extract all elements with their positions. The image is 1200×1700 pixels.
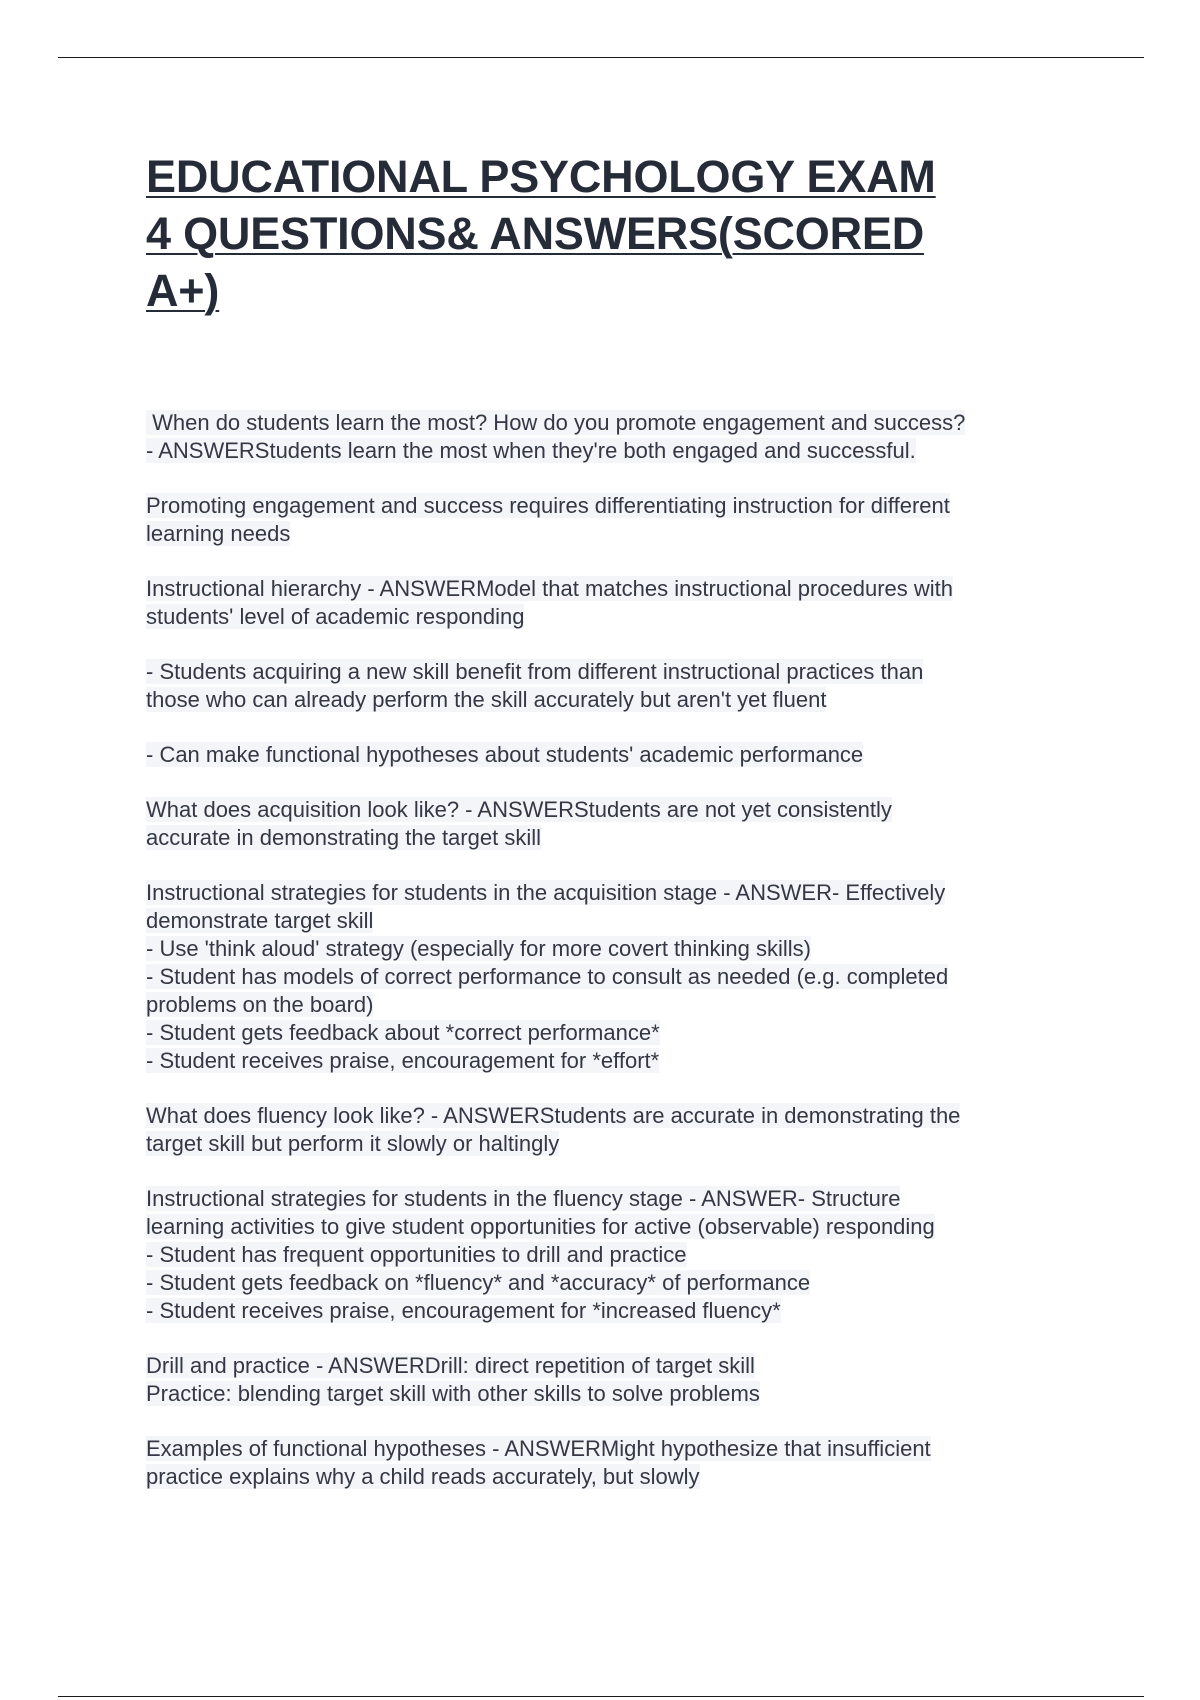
qa-line xyxy=(146,437,1066,465)
qa-line-text: students' level of academic responding xyxy=(146,604,525,629)
qa-line-text: - Student receives praise, encouragement for *effort* xyxy=(146,1048,660,1073)
qa-line xyxy=(146,1380,1066,1408)
qa-line xyxy=(146,1352,1066,1380)
qa-line-text: problems on the board) xyxy=(146,992,374,1017)
qa-line-text: - Student gets feedback on *fluency* and *accuracy* of performance xyxy=(146,1270,811,1295)
qa-line xyxy=(146,935,1066,963)
qa-line-text: Practice: blending target skill with other skills to solve problems xyxy=(146,1381,760,1406)
qa-line-text: What does acquisition look like? - ANSWERStudents are not yet consistently xyxy=(146,797,892,822)
title-line: 4 QUESTIONS& ANSWERS(SCORED xyxy=(146,208,925,259)
qa-line-text: accurate in demonstrating the target skill xyxy=(146,825,541,850)
qa-line xyxy=(146,1185,1066,1213)
qa-paragraph xyxy=(146,796,1066,852)
qa-paragraph xyxy=(146,575,1066,631)
qa-line-text: Promoting engagement and success requires differentiating instruction for different xyxy=(146,493,950,518)
qa-line-text: - Student gets feedback about *correct performance* xyxy=(146,1020,660,1045)
qa-line xyxy=(146,520,1066,548)
qa-line-text: learning needs xyxy=(146,521,291,546)
qa-line-text: Instructional strategies for students in the acquisition stage - ANSWER- Effectively xyxy=(146,880,946,905)
qa-line xyxy=(146,879,1066,907)
qa-line xyxy=(146,991,1066,1019)
qa-line xyxy=(146,1297,1066,1325)
qa-line-text: Instructional hierarchy - ANSWERModel that matches instructional procedures with xyxy=(146,576,954,601)
qa-paragraph xyxy=(146,1435,1066,1491)
qa-line-text: Drill and practice - ANSWERDrill: direct repetition of target skill xyxy=(146,1353,755,1378)
qa-line xyxy=(146,824,1066,852)
qa-line-text: Examples of functional hypotheses - ANSWERMight hypothesize that insufficient xyxy=(146,1436,931,1461)
qa-line xyxy=(146,1269,1066,1297)
qa-line xyxy=(146,409,1066,437)
qa-line xyxy=(146,1130,1066,1158)
qa-paragraph xyxy=(146,1185,1066,1325)
qa-line-text: - Student has models of correct performance to consult as needed (e.g. completed xyxy=(146,964,949,989)
qa-line xyxy=(146,741,1066,769)
qa-line-text: - Use 'think aloud' strategy (especially for more covert thinking skills) xyxy=(146,936,811,961)
qa-line-text: - Student receives praise, encouragement for *increased fluency* xyxy=(146,1298,781,1323)
qa-line-text: - ANSWERStudents learn the most when they're both engaged and successful. xyxy=(146,438,916,463)
qa-paragraph xyxy=(146,1352,1066,1408)
qa-line-text: those who can already perform the skill accurately but aren't yet fluent xyxy=(146,687,827,712)
qa-line-text: target skill but perform it slowly or haltingly xyxy=(146,1131,560,1156)
qa-line xyxy=(146,1019,1066,1047)
title-line: EDUCATIONAL PSYCHOLOGY EXAM xyxy=(146,151,936,202)
qa-line-text: - Student has frequent opportunities to drill and practice xyxy=(146,1242,687,1267)
qa-line xyxy=(146,603,1066,631)
title-line: A+) xyxy=(146,265,220,316)
qa-paragraph xyxy=(146,492,1066,548)
qa-line-text: learning activities to give student opportunities for active (observable) responding xyxy=(146,1214,935,1239)
qa-list xyxy=(146,409,1066,1491)
qa-paragraph xyxy=(146,741,1066,769)
top-rule xyxy=(58,57,1144,58)
qa-paragraph xyxy=(146,409,1066,465)
qa-line-text: When do students learn the most? How do you promote engagement and success? xyxy=(146,410,966,435)
qa-paragraph xyxy=(146,879,1066,1075)
qa-paragraph xyxy=(146,658,1066,714)
qa-line xyxy=(146,907,1066,935)
bottom-rule xyxy=(58,1696,1144,1697)
qa-line xyxy=(146,686,1066,714)
qa-line xyxy=(146,1213,1066,1241)
qa-line xyxy=(146,796,1066,824)
qa-line xyxy=(146,963,1066,991)
qa-line xyxy=(146,1435,1066,1463)
qa-line-text: Instructional strategies for students in the fluency stage - ANSWER- Structure xyxy=(146,1186,901,1211)
qa-line xyxy=(146,1463,1066,1491)
qa-line xyxy=(146,492,1066,520)
qa-paragraph xyxy=(146,1102,1066,1158)
qa-line xyxy=(146,1047,1066,1075)
qa-line-text: demonstrate target skill xyxy=(146,908,374,933)
qa-line-text: - Can make functional hypotheses about students' academic performance xyxy=(146,742,864,767)
document-title xyxy=(146,148,1066,319)
qa-line xyxy=(146,1102,1066,1130)
qa-line-text: What does fluency look like? - ANSWERStudents are accurate in demonstrating the xyxy=(146,1103,961,1128)
document-body xyxy=(146,148,1066,1518)
qa-line xyxy=(146,1241,1066,1269)
qa-line-text: practice explains why a child reads accurately, but slowly xyxy=(146,1464,700,1489)
qa-line-text: - Students acquiring a new skill benefit from different instructional practices than xyxy=(146,659,924,684)
qa-line xyxy=(146,575,1066,603)
qa-line xyxy=(146,658,1066,686)
